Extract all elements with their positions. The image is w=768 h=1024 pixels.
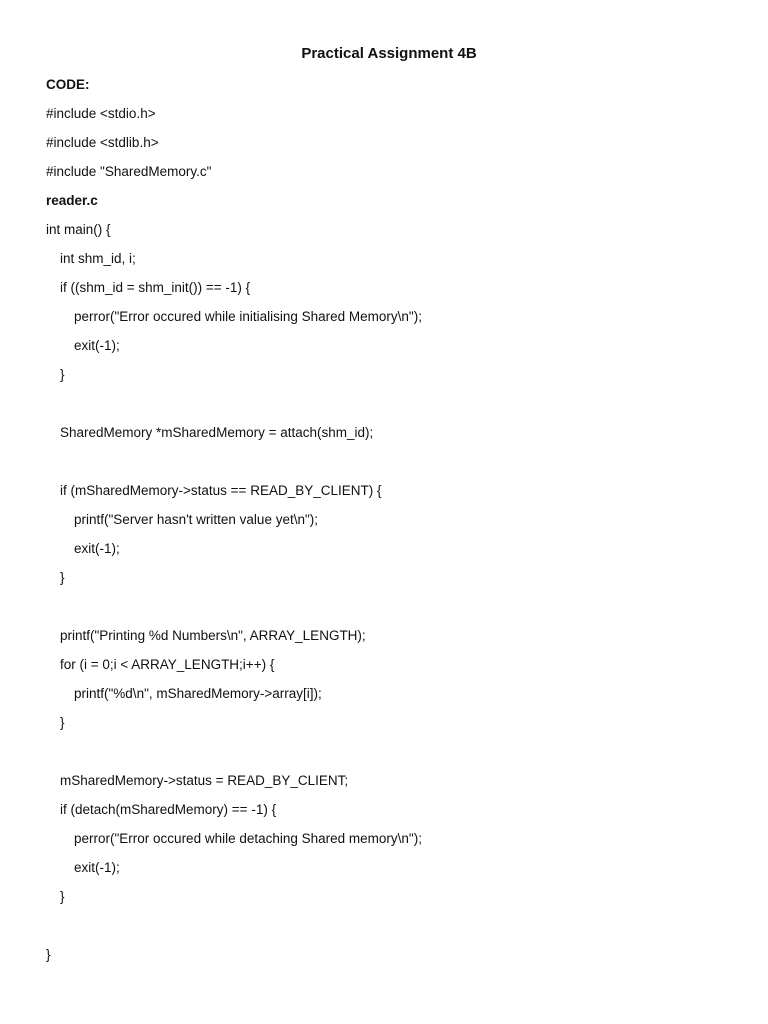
code-line: exit(-1);	[74, 338, 120, 353]
page-title: Practical Assignment 4B	[301, 45, 477, 62]
code-line: int shm_id, i;	[60, 251, 136, 266]
code-line: SharedMemory *mSharedMemory = attach(shm_id);	[60, 425, 374, 440]
code-line: if ((shm_id = shm_init()) == -1) {	[60, 280, 251, 295]
section-heading: reader.c	[46, 193, 98, 208]
code-line: #include "SharedMemory.c"	[46, 164, 212, 179]
code-line: mSharedMemory->status = READ_BY_CLIENT;	[60, 773, 349, 788]
code-line: #include <stdlib.h>	[46, 135, 159, 150]
code-line: }	[60, 889, 65, 904]
code-line: }	[60, 570, 65, 585]
code-line: printf("%d\n", mSharedMemory->array[i]);	[74, 686, 322, 701]
code-line: }	[46, 947, 51, 962]
code-line: perror("Error occured while detaching Shared memory\n");	[74, 831, 422, 846]
code-line: #include <stdio.h>	[46, 106, 156, 121]
code-line: if (mSharedMemory->status == READ_BY_CLIENT) {	[60, 483, 382, 498]
code-line: }	[60, 715, 65, 730]
code-line: exit(-1);	[74, 860, 120, 875]
code-line: printf("Printing %d Numbers\n", ARRAY_LENGTH);	[60, 628, 366, 643]
code-line: printf("Server hasn't written value yet\n");	[74, 512, 319, 527]
code-line: for (i = 0;i < ARRAY_LENGTH;i++) {	[60, 657, 275, 672]
code-line: int main() {	[46, 222, 111, 237]
section-heading: CODE:	[46, 77, 90, 92]
code-line: }	[60, 367, 65, 382]
code-line: perror("Error occured while initialising Shared Memory\n");	[74, 309, 422, 324]
code-line: if (detach(mSharedMemory) == -1) {	[60, 802, 277, 817]
code-line: exit(-1);	[74, 541, 120, 556]
